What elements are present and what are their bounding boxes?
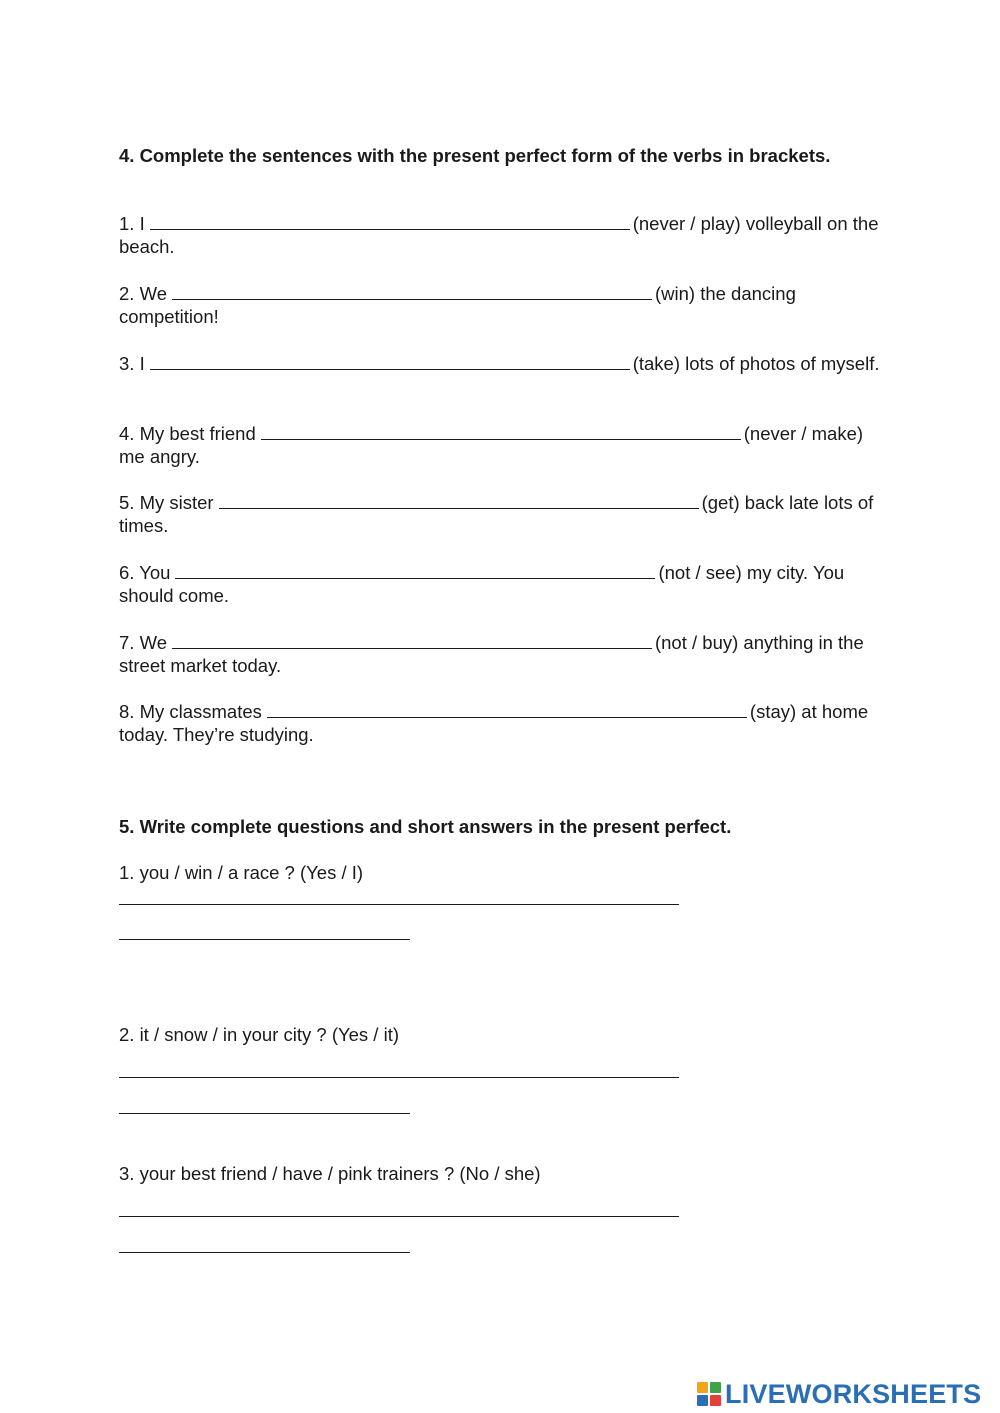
answer-blank[interactable]: [175, 562, 655, 579]
exercise-4-item: [119, 561, 889, 607]
item-suffix: (never / play) volleyball on the beach.: [119, 213, 879, 257]
item-suffix: (stay) at home today. They’re studying.: [119, 701, 869, 745]
exercise-4-item: [119, 422, 889, 468]
item-prefix: 3. I: [119, 353, 145, 374]
item-prefix: 4. My best friend: [119, 423, 256, 444]
item-prefix: 8. My classmates: [119, 701, 262, 722]
item-prefix: 5. My sister: [119, 492, 214, 513]
item-suffix: (never / make) me angry.: [119, 423, 864, 467]
short-answer-line[interactable]: [119, 1252, 410, 1253]
answer-blank[interactable]: [172, 632, 652, 649]
item-prefix: 6. You: [119, 562, 171, 583]
answer-blank[interactable]: [267, 701, 747, 718]
item-prefix: 7. We: [119, 632, 167, 653]
item-suffix: (get) back late lots of times.: [119, 492, 874, 536]
exercise-4-item: [119, 282, 889, 328]
liveworksheets-logo-icon: [697, 1382, 721, 1406]
question-answer-line[interactable]: [119, 1077, 679, 1078]
item-prefix: 1. I: [119, 213, 145, 234]
item-suffix: (win) the dancing competition!: [119, 283, 796, 327]
exercise-4-title: 4. Complete the sentences with the present perfect form of the verbs in brackets.: [119, 145, 831, 166]
answer-blank[interactable]: [261, 423, 741, 440]
item-prefix: 2. We: [119, 283, 167, 304]
answer-blank[interactable]: [219, 492, 699, 509]
item-suffix: (take) lots of photos of myself.: [632, 353, 880, 374]
item-suffix: (not / buy) anything in the street market today.: [119, 632, 864, 676]
answer-blank[interactable]: [150, 353, 630, 370]
exercise-5-prompt: 3. your best friend / have / pink trainers ? (No / she): [119, 1163, 541, 1184]
exercise-5-title: 5. Write complete questions and short answers in the present perfect.: [119, 816, 732, 837]
short-answer-line[interactable]: [119, 1113, 410, 1114]
exercise-4-item: [119, 491, 889, 537]
exercise-4-item: [119, 212, 889, 258]
short-answer-line[interactable]: [119, 939, 410, 940]
exercise-4-item: [119, 631, 889, 677]
answer-blank[interactable]: [172, 283, 652, 300]
exercise-4-item: [119, 700, 889, 746]
liveworksheets-brand[interactable]: [697, 1379, 981, 1409]
exercise-4-item: [119, 352, 889, 375]
answer-blank[interactable]: [150, 213, 630, 230]
item-suffix: (not / see) my city. You should come.: [119, 562, 845, 606]
question-answer-line[interactable]: [119, 904, 679, 905]
brand-wordmark: LIVEWORKSHEETS: [725, 1379, 982, 1409]
question-answer-line[interactable]: [119, 1216, 679, 1217]
exercise-5-prompt: 1. you / win / a race ? (Yes / I): [119, 862, 364, 883]
exercise-5-prompt: 2. it / snow / in your city ? (Yes / it): [119, 1024, 400, 1045]
